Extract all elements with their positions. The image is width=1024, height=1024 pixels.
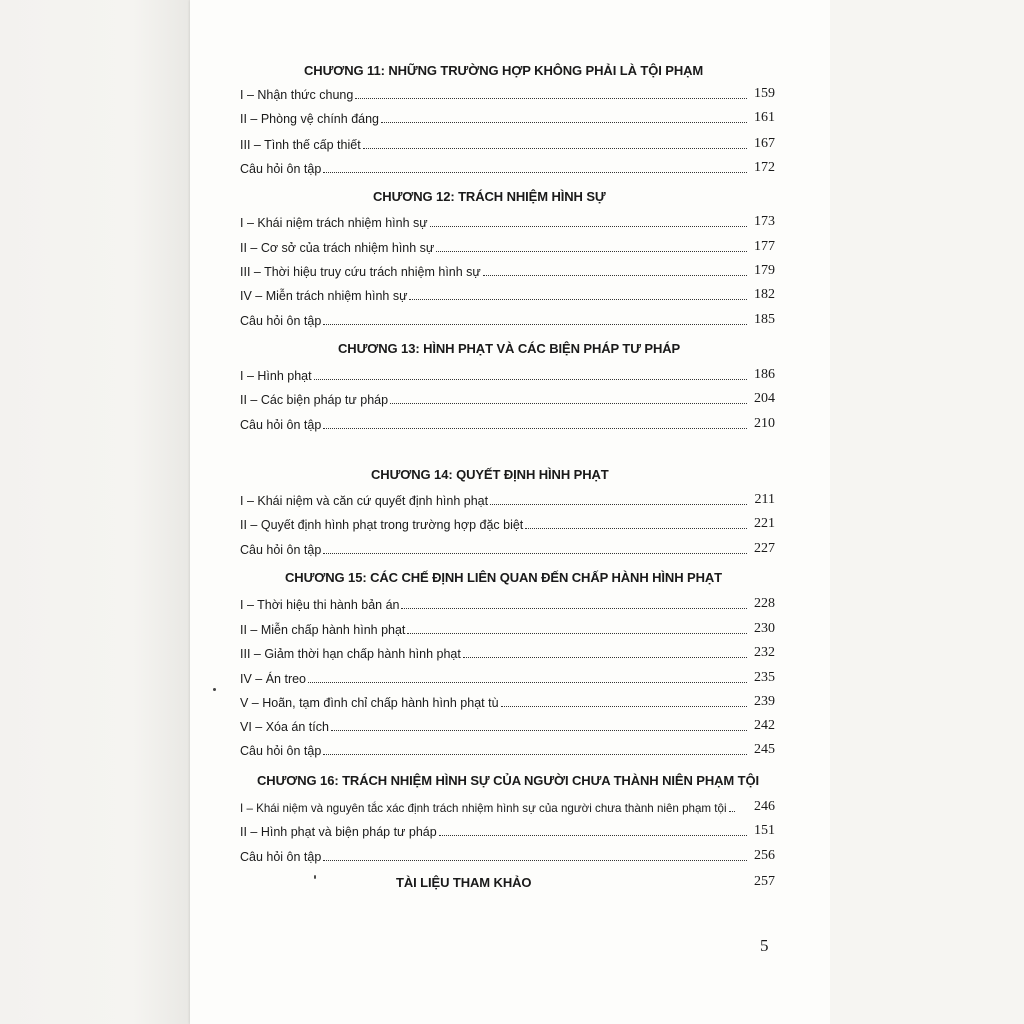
toc-entry-page: 159 xyxy=(754,86,775,101)
toc-entry-label: II – Hình phạt và biện pháp tư pháp xyxy=(240,825,437,839)
toc-entry-label: Câu hỏi ôn tập xyxy=(240,314,322,328)
toc-entry xyxy=(240,84,775,102)
leader-dots xyxy=(331,730,747,731)
leader-dots xyxy=(463,657,747,658)
chapter-16-heading: CHƯƠNG 16: TRÁCH NHIỆM HÌNH SỰ CỦA NGƯỜI CHƯA THÀNH NIÊN PHẠM TỘI xyxy=(257,773,760,788)
toc-entry-label: II – Cơ sở của trách nhiệm hình sự xyxy=(240,241,435,255)
toc-entry-page: 245 xyxy=(754,742,775,757)
toc-entry-page: 177 xyxy=(754,239,775,254)
toc-entry xyxy=(240,365,775,383)
toc-entry xyxy=(240,490,775,508)
toc-entry xyxy=(240,619,775,637)
chapter-11-heading: CHƯƠNG 11: NHỮNG TRƯỜNG HỢP KHÔNG PHẢI LÀ TỘI PHẠM xyxy=(304,63,704,78)
toc-entry-page: 161 xyxy=(754,110,775,125)
toc-entry-label: II – Miễn chấp hành hình phạt xyxy=(240,623,406,637)
leader-dots xyxy=(401,608,747,609)
leader-dots xyxy=(323,754,747,755)
toc-entry xyxy=(240,797,775,815)
toc-entry xyxy=(240,539,775,557)
leader-dots xyxy=(409,299,747,300)
toc-entry-page: 256 xyxy=(754,848,775,863)
toc-entry xyxy=(240,514,775,532)
toc-entry xyxy=(240,414,775,432)
toc-entry-label: I – Khái niệm và căn cứ quyết định hình phạt xyxy=(240,494,489,508)
toc-entry-page: 167 xyxy=(754,136,775,151)
leader-dots xyxy=(436,251,747,252)
toc-entry-page: 185 xyxy=(754,312,775,327)
toc-entry xyxy=(240,594,775,612)
toc-entry-label: IV – Án treo xyxy=(240,672,307,686)
toc-entry xyxy=(240,108,775,126)
chapter-15-heading: CHƯƠNG 15: CÁC CHẾ ĐỊNH LIÊN QUAN ĐẾN CHẤP HÀNH HÌNH PHẠT xyxy=(285,570,723,585)
leader-dots xyxy=(355,98,747,99)
toc-entry xyxy=(240,310,775,328)
toc-entry xyxy=(240,692,775,710)
toc-entry-page: 221 xyxy=(754,516,775,531)
toc-entry xyxy=(240,212,775,230)
print-speck xyxy=(213,688,216,691)
leader-dots xyxy=(501,706,747,707)
references-page: 257 xyxy=(754,874,775,889)
toc-entry-label: III – Thời hiệu truy cứu trách nhiệm hình sự xyxy=(240,265,481,279)
leader-dots xyxy=(323,172,747,173)
leader-dots xyxy=(430,226,747,227)
toc-entry-label: V – Hoãn, tạm đình chỉ chấp hành hình phạt tù xyxy=(240,696,499,710)
leader-dots xyxy=(381,122,747,123)
toc-entry-page: 235 xyxy=(754,670,775,685)
toc-entry-label: Câu hỏi ôn tập xyxy=(240,162,322,176)
toc-entry-page: 227 xyxy=(754,541,775,556)
toc-entry-label: II – Phòng vệ chính đáng xyxy=(240,112,379,126)
toc-entry xyxy=(240,643,775,661)
leader-dots xyxy=(314,379,747,380)
toc-entry xyxy=(240,158,775,176)
toc-entry-label: I – Hình phạt xyxy=(240,369,312,383)
toc-entry xyxy=(240,237,775,255)
toc-entry-page: 246 xyxy=(754,799,775,814)
toc-entry-page: 182 xyxy=(754,287,775,302)
toc-entry-label: III – Giảm thời hạn chấp hành hình phạt xyxy=(240,647,461,661)
leader-dots xyxy=(490,504,747,505)
chapter-14-heading: CHƯƠNG 14: QUYẾT ĐỊNH HÌNH PHẠT xyxy=(371,467,609,482)
toc-entry-label: Câu hỏi ôn tập xyxy=(240,744,322,758)
leader-dots xyxy=(390,403,747,404)
toc-entry xyxy=(240,389,775,407)
toc-entry-page: 179 xyxy=(754,263,775,278)
leader-dots xyxy=(363,148,747,149)
toc-entry-label: I – Nhận thức chung xyxy=(240,88,354,102)
toc-entry xyxy=(240,716,775,734)
page-number: 5 xyxy=(760,936,769,955)
leader-dots xyxy=(323,860,747,861)
toc-entry-label: Câu hỏi ôn tập xyxy=(240,850,322,864)
toc-entry-label: Câu hỏi ôn tập xyxy=(240,418,322,432)
toc-entry-label: II – Các biện pháp tư pháp xyxy=(240,393,389,407)
toc-entry-page: 204 xyxy=(754,391,775,406)
chapter-13-heading: CHƯƠNG 13: HÌNH PHẠT VÀ CÁC BIỆN PHÁP TƯ PHÁP xyxy=(338,341,681,356)
leader-dots xyxy=(323,324,747,325)
toc-entry xyxy=(240,668,775,686)
toc-entry xyxy=(240,285,775,303)
toc-entry-page: 186 xyxy=(754,367,775,382)
toc-entry-label: II – Quyết định hình phạt trong trường hợp đặc biệt xyxy=(240,518,524,532)
toc-entry-page: 151 xyxy=(754,823,775,838)
toc-entry-page: 242 xyxy=(754,718,775,733)
print-speck xyxy=(314,875,316,879)
toc-entry xyxy=(240,261,775,279)
toc-entry-page: 173 xyxy=(754,214,775,229)
chapter-12-heading: CHƯƠNG 12: TRÁCH NHIỆM HÌNH SỰ xyxy=(373,189,606,204)
leader-dots xyxy=(439,835,747,836)
toc-entry-label: IV – Miễn trách nhiệm hình sự xyxy=(240,289,408,303)
toc-entry-label: I – Thời hiệu thi hành bản án xyxy=(240,598,400,612)
toc-entry-label: I – Khái niệm trách nhiệm hình sự xyxy=(240,216,428,230)
toc-entry xyxy=(240,821,775,839)
leader-dots xyxy=(323,553,747,554)
toc-entry-page: 210 xyxy=(754,416,775,431)
toc-entry xyxy=(240,134,775,152)
toc-entry-label: I – Khái niệm và nguyên tắc xác định trách nhiệm hình sự của người chưa thành niên phạm tội xyxy=(240,802,727,815)
leader-dots xyxy=(483,275,747,276)
toc-entry-page: 232 xyxy=(754,645,775,660)
leader-dots xyxy=(308,682,747,683)
references-page-row xyxy=(700,872,775,890)
toc-entry-page: 211 xyxy=(754,492,775,507)
toc-entry xyxy=(240,846,775,864)
leader-dots xyxy=(525,528,747,529)
toc-entry-label: VI – Xóa án tích xyxy=(240,720,329,734)
toc-entry-page: 230 xyxy=(754,621,775,636)
toc-entry-page: 172 xyxy=(754,160,775,175)
leader-dots xyxy=(407,633,747,634)
leader-dots xyxy=(323,428,747,429)
toc-entry-page: 239 xyxy=(754,694,775,709)
toc-entry-label: Câu hỏi ôn tập xyxy=(240,543,322,557)
references-heading: TÀI LIỆU THAM KHẢO xyxy=(396,875,532,890)
toc-entry xyxy=(240,740,775,758)
toc-entry-page: 228 xyxy=(754,596,775,611)
toc-entry-label: III – Tình thế cấp thiết xyxy=(240,138,361,152)
